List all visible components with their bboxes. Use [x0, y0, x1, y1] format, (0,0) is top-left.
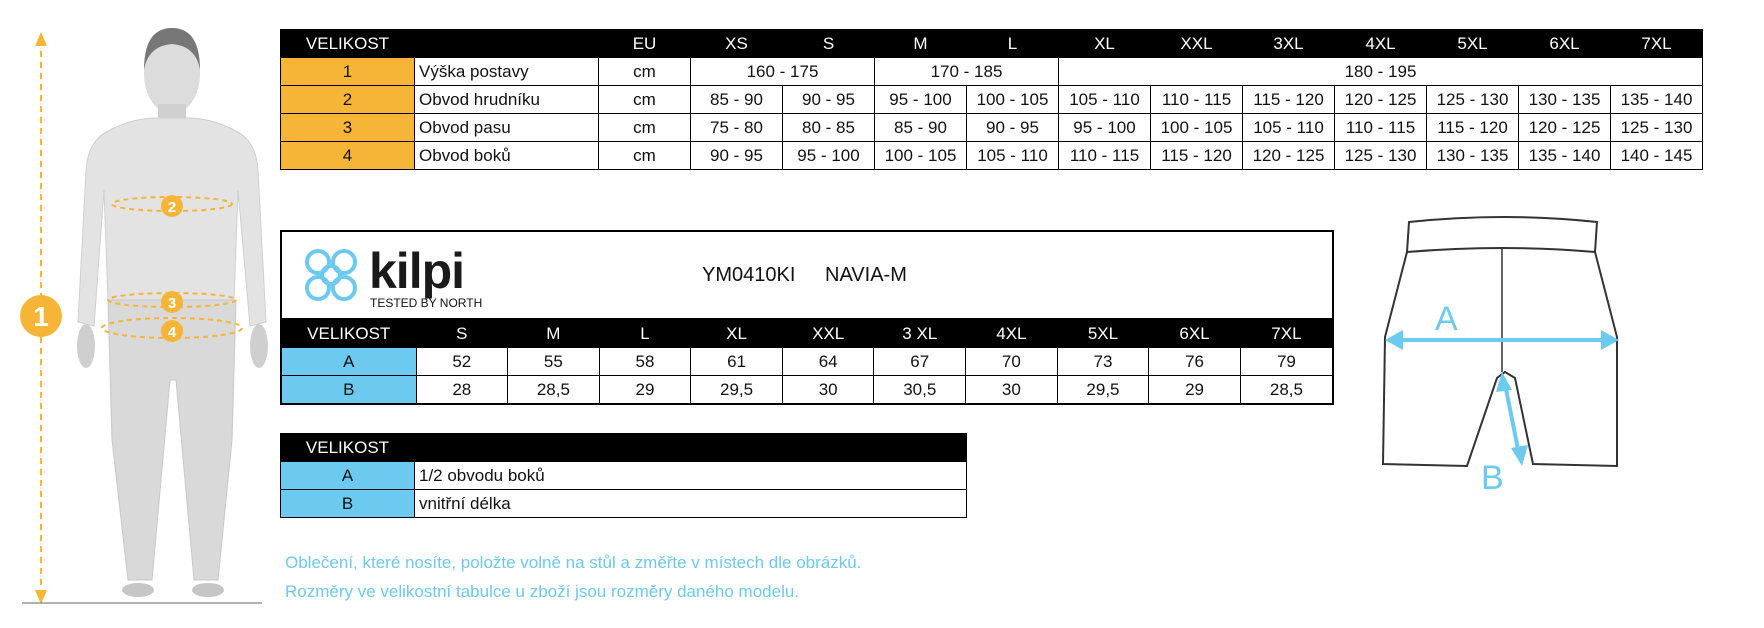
- measurement-legend-table: [280, 433, 967, 518]
- value-cell: 105 - 110: [1243, 114, 1335, 142]
- value-cell: 180 - 195: [1059, 58, 1703, 86]
- value-cell: 29: [1149, 376, 1241, 404]
- value-cell: 130 - 135: [1427, 142, 1519, 170]
- header-cell: 3XL: [1243, 30, 1335, 58]
- value-cell: 125 - 130: [1427, 86, 1519, 114]
- value-cell: 120 - 125: [1519, 114, 1611, 142]
- svg-text:1: 1: [33, 301, 49, 332]
- header-cell: 5XL: [1057, 320, 1149, 348]
- value-cell: 95 - 100: [875, 86, 967, 114]
- person-right-hand: [250, 324, 268, 368]
- height-arrow-top: [35, 32, 47, 46]
- model-code: YM0410KI: [702, 264, 796, 286]
- value-cell: 120 - 125: [1243, 142, 1335, 170]
- value-cell: 30: [782, 376, 874, 404]
- row-unit: cm: [599, 86, 691, 114]
- value-cell: 105 - 110: [967, 142, 1059, 170]
- header-cell: VELIKOST: [281, 434, 415, 462]
- header-cell: XL: [691, 320, 783, 348]
- value-cell: 29,5: [691, 376, 783, 404]
- value-cell: 95 - 100: [783, 142, 875, 170]
- value-cell: 70: [966, 348, 1058, 376]
- value-cell: 80 - 85: [783, 114, 875, 142]
- value-cell: 130 - 135: [1519, 86, 1611, 114]
- value-cell: 100 - 105: [875, 142, 967, 170]
- kilpi-logo-text: kilpi: [369, 243, 465, 299]
- row-number: 1: [281, 58, 415, 86]
- value-cell: 28,5: [1240, 376, 1332, 404]
- kilpi-logo-tagline: TESTED BY NORTH: [370, 296, 483, 310]
- marker-height: [20, 295, 62, 337]
- marker-chest: [161, 195, 183, 217]
- row-label: B: [281, 490, 415, 518]
- header-cell: 3 XL: [874, 320, 966, 348]
- value-cell: 135 - 140: [1611, 86, 1703, 114]
- value-cell: 76: [1149, 348, 1241, 376]
- value-cell: 30: [966, 376, 1058, 404]
- value-cell: 28,5: [508, 376, 600, 404]
- value-cell: 100 - 105: [1151, 114, 1243, 142]
- value-cell: 135 - 140: [1519, 142, 1611, 170]
- product-size-table: [282, 319, 1332, 403]
- header-cell: L: [599, 320, 691, 348]
- value-cell: 125 - 130: [1611, 114, 1703, 142]
- arrow-b-bottom: [1511, 445, 1528, 466]
- value-cell: 52: [416, 348, 508, 376]
- value-cell: 58: [599, 348, 691, 376]
- header-cell: XS: [691, 30, 783, 58]
- shorts-outline: [1383, 252, 1617, 466]
- value-cell: 100 - 105: [967, 86, 1059, 114]
- shorts-waistband: [1407, 217, 1597, 252]
- header-cell: S: [783, 30, 875, 58]
- value-cell: 75 - 80: [691, 114, 783, 142]
- value-cell: 29,5: [1057, 376, 1149, 404]
- value-cell: 67: [874, 348, 966, 376]
- body-size-table: [280, 29, 1703, 170]
- header-cell: XXL: [782, 320, 874, 348]
- person-figure: [0, 0, 280, 628]
- table-header-row: [281, 30, 1703, 58]
- row-unit: cm: [599, 114, 691, 142]
- value-cell: 90 - 95: [691, 142, 783, 170]
- header-cell: [415, 434, 967, 462]
- header-cell: 6XL: [1519, 30, 1611, 58]
- value-cell: 29: [599, 376, 691, 404]
- table-row: [282, 348, 1332, 376]
- header-cell: EU: [599, 30, 691, 58]
- value-cell: 140 - 145: [1611, 142, 1703, 170]
- value-cell: 125 - 130: [1335, 142, 1427, 170]
- label-a: A: [1435, 300, 1458, 338]
- value-cell: 170 - 185: [875, 58, 1059, 86]
- table-row: [282, 376, 1332, 404]
- value-cell: 105 - 110: [1059, 86, 1151, 114]
- row-description: vnitřní délka: [415, 490, 967, 518]
- table-row: [281, 114, 1703, 142]
- kilpi-knot-icon: [296, 240, 366, 310]
- height-arrow-bottom: [35, 590, 47, 604]
- svg-text:3: 3: [167, 295, 177, 312]
- header-cell: 7XL: [1240, 320, 1332, 348]
- value-cell: 110 - 115: [1335, 114, 1427, 142]
- value-cell: 28: [416, 376, 508, 404]
- value-cell: 85 - 90: [875, 114, 967, 142]
- row-label: A: [282, 348, 416, 376]
- header-cell: S: [416, 320, 508, 348]
- value-cell: 79: [1240, 348, 1332, 376]
- table-header-row: [281, 434, 967, 462]
- table-row: [281, 142, 1703, 170]
- row-label: Obvod boků: [415, 142, 599, 170]
- row-label: Výška postavy: [415, 58, 599, 86]
- row-number: 4: [281, 142, 415, 170]
- model-name: NAVIA-M: [825, 264, 907, 286]
- table-header-row: [282, 320, 1332, 348]
- svg-text:2: 2: [167, 199, 177, 216]
- person-left-foot: [122, 583, 154, 597]
- row-unit: cm: [599, 142, 691, 170]
- table-row: [281, 58, 1703, 86]
- header-cell: L: [967, 30, 1059, 58]
- row-label: Obvod pasu: [415, 114, 599, 142]
- value-cell: 110 - 115: [1059, 142, 1151, 170]
- row-label: B: [282, 376, 416, 404]
- header-cell: VELIKOST: [282, 320, 416, 348]
- product-size-panel: [280, 230, 1334, 405]
- value-cell: 120 - 125: [1335, 86, 1427, 114]
- header-cell: 6XL: [1149, 320, 1241, 348]
- row-unit: cm: [599, 58, 691, 86]
- header-cell: [415, 30, 599, 58]
- table-row: [281, 86, 1703, 114]
- value-cell: 160 - 175: [691, 58, 875, 86]
- header-cell: M: [508, 320, 600, 348]
- label-b: B: [1481, 459, 1504, 497]
- instruction-note: Oblečení, které nosíte, položte volně na stůl a změřte v místech dle obrázků.: [285, 553, 862, 572]
- value-cell: 55: [508, 348, 600, 376]
- value-cell: 85 - 90: [691, 86, 783, 114]
- person-right-foot: [192, 583, 224, 597]
- marker-waist: [161, 291, 183, 313]
- value-cell: 90 - 95: [783, 86, 875, 114]
- person-left-hand: [77, 324, 95, 368]
- row-label: A: [281, 462, 415, 490]
- value-cell: 61: [691, 348, 783, 376]
- table-row: [281, 462, 967, 490]
- marker-hips: [161, 320, 183, 342]
- value-cell: 90 - 95: [967, 114, 1059, 142]
- value-cell: 73: [1057, 348, 1149, 376]
- row-label: Obvod hrudníku: [415, 86, 599, 114]
- value-cell: 115 - 120: [1427, 114, 1519, 142]
- header-cell: VELIKOST: [281, 30, 415, 58]
- value-cell: 64: [782, 348, 874, 376]
- header-cell: M: [875, 30, 967, 58]
- model-size-note: Rozměry ve velikostní tabulce u zboží jsou rozměry daného modelu.: [285, 582, 800, 601]
- header-cell: 7XL: [1611, 30, 1703, 58]
- row-description: 1/2 obvodu boků: [415, 462, 967, 490]
- header-cell: 4XL: [1335, 30, 1427, 58]
- value-cell: 95 - 100: [1059, 114, 1151, 142]
- shorts-diagram: [1375, 212, 1635, 497]
- svg-text:4: 4: [167, 324, 177, 341]
- arrow-b: [1505, 384, 1519, 454]
- header-cell: XL: [1059, 30, 1151, 58]
- table-row: [281, 490, 967, 518]
- value-cell: 115 - 120: [1243, 86, 1335, 114]
- arrow-a-left: [1385, 330, 1403, 350]
- header-cell: XXL: [1151, 30, 1243, 58]
- row-number: 2: [281, 86, 415, 114]
- row-number: 3: [281, 114, 415, 142]
- brand-header: [282, 232, 1332, 319]
- header-cell: 5XL: [1427, 30, 1519, 58]
- value-cell: 30,5: [874, 376, 966, 404]
- value-cell: 115 - 120: [1151, 142, 1243, 170]
- header-cell: 4XL: [966, 320, 1058, 348]
- value-cell: 110 - 115: [1151, 86, 1243, 114]
